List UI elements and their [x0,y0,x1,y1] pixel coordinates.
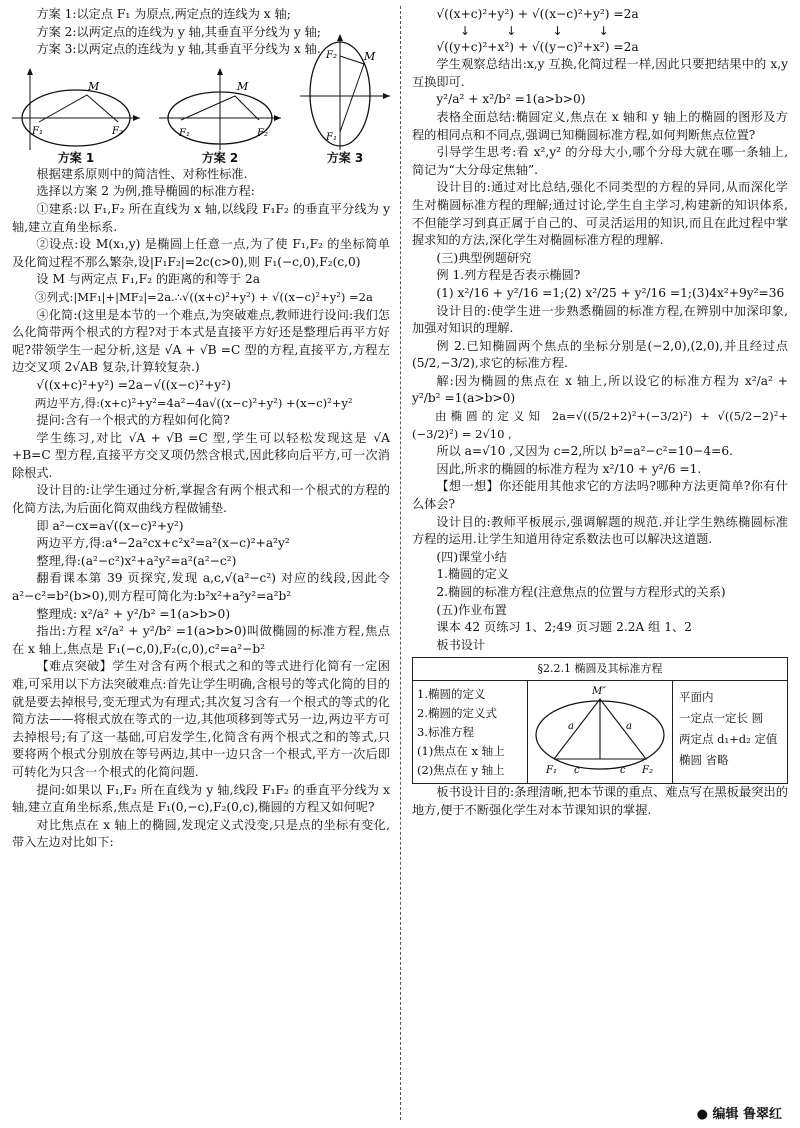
label-m: M [88,79,100,93]
summary-item: 1.椭圆的定义 [436,567,509,582]
label-m: M [237,79,249,93]
right-column [412,6,788,820]
board-design-table [412,657,788,784]
difficulty-breakthrough: 【难点突破】学生对含有两个根式之和的等式进行化简有一定困难,可采用以下方法突破难点:首先让学生明确,含根号的等式化简的目的就是要去掉根号,变无理式为有理式;其次复习含有一个根式的等式的化简方法——将根式放在等式的一边,其他项移到等式另一边,两边平方可去掉根号;有了这一基础,可启发学生,化简含有两个根式之和的等式,只要将两个根式分别放在等号两边,其中一边只含一个根式,平方一次后即可转化为只含一个根式的化简问题. [12,659,390,779]
section-heading: (四)课堂小结 [436,549,507,564]
board-ellipse-diagram [528,681,672,783]
arrow-down-icon: ↓ [506,23,517,38]
board-figure-cell [528,681,673,783]
board-item: 一定点一定长 圆 [679,711,764,726]
editor-credit: ● 编辑 鲁翠红 [696,1107,782,1123]
label-c: c [574,765,580,777]
figure-caption-1: 方案 1 [57,150,95,165]
equation: 即 a²−cx=a√((x−c)²+y²) [36,518,184,533]
label-f1: F₁ [546,765,557,777]
para: ④化简:(这里是本节的一个难点,为突破难点,教师进行设问:我们怎么化简带两个根式的方程?对于本式是直接平方好还是整理后再平方好呢?带领学生一起分析,这是 √A + √B =C 型的方程,直接平方,方程左边交叉项 2√AB 复杂,计算较复杂.) [12,307,390,375]
section-heading: (三)典型例题研究 [436,250,532,265]
figure-caption-2: 方案 2 [201,150,239,165]
label-f1: F₁ [326,131,337,143]
para: ①建系:以 F₁,F₂ 所在直线为 x 轴,以线段 F₁F₂ 的垂直平分线为 y 轴,建立直角坐标系. [12,201,390,234]
equation-bottom: √((y+c)²+x²) + √((y−c)²+x²) =2a [436,39,639,54]
board-item: 3.标准方程 [417,725,474,740]
ellipse-diagram-1 [12,62,140,150]
solution: 解:因为椭圆的焦点在 x 轴上,所以设它的标准方程为 x²/a² + y²/b² =1(a>b>0) [412,373,788,406]
scheme-1-figure [12,62,140,166]
equation: 由椭圆的定义知 2a=√((5/2+2)²+(−3/2)²) + √((5/2−2)²+(−3/2)²) = 2√10 , [412,409,788,441]
label-f2: F₂ [642,765,653,777]
label-f2: F₂ [326,49,337,61]
design-purpose: 设计目的:让学生通过分析,掌握含有两个根式和一个根式的方程的化简方法,为后面化简双曲线方程做铺垫. [12,483,390,516]
ellipse-diagram-3 [300,34,390,150]
column-divider [400,6,401,1120]
board-body [413,681,787,783]
para: 指出:方程 x²/a² + y²/b² =1(a>b>0)叫做椭圆的标准方程,焦点在 x 轴上,焦点是 F₁(−c,0),F₂(c,0),c²=a²−b² [12,624,390,656]
para: 学生练习,对比 √A + √B =C 型,学生可以轻松发现这是 √A +B=C 型方程,直接平方交叉项仍然含根式,因此移向后平方,可一次消除根式. [12,430,390,480]
equation: y²/a² + x²/b² =1(a>b>0) [436,92,586,107]
equation: 两边平方,得:a⁴−2a²cx+c²x²=a²(x−c)²+a²y² [36,536,290,551]
equation: 所以 a=√10 ,又因为 c=2,所以 b²=a²−c²=10−4=6. [436,444,733,459]
para: 翻看课本第 39 页探究,发现 a,c,√(a²−c²) 对应的线段,因此令 a²−c²=b²(b>0),则方程可简化为:b²x²+a²y²=a²b² [12,571,390,604]
board-title: §2.2.1 椭圆及其标准方程 [413,658,787,681]
equation: 整理,得:(a²−c²)x²+a²y²=a²(a²−c²) [36,553,237,568]
para: 引导学生思考:看 x²,y² 的分母大小,哪个分母大就在哪一条轴上,简记为“大分母定焦轴”. [412,145,788,177]
equation-top: √((x+c)²+y²) + √((x−c)²+y²) =2a [436,7,639,21]
think-about-it: 【想一想】你还能用其他求它的方法吗?哪种方法更简单?你有什么体会? [412,479,788,512]
design-purpose: 设计目的:通过对比总结,强化不同类型的方程的异同,从而深化学生对椭圆标准方程的理解;通过讨论,学生自主学习,构建新的知识体系,不但能学习到真正属于自己的、可灵活运用的知识,而且在此过程中掌握求知的方法,深化学生对椭圆标准方程的理解. [412,180,788,248]
board-left-cell [413,681,528,783]
para: ②设点:设 M(x₁,y) 是椭圆上任意一点,为了使 F₁,F₂ 的坐标简单及化简过程不那么繁杂,设|F₁F₂|=2c(c>0),则 F₁(−c,0),F₂(c,0) [12,237,390,269]
scheme-2: 方案 2:以两定点的连线为 y 轴,其垂直平分线为 y 轴; [36,24,321,39]
ellipse-diagram-2 [159,62,281,150]
section-heading: (五)作业布置 [436,602,507,617]
equation: √((x+c)²+y²) =2a−√((x−c)²+y²) [36,377,231,392]
figure-caption-3: 方案 3 [326,150,364,165]
para: 设 M 与两定点 F₁,F₂ 的距离的和等于 2a [36,272,261,287]
question: 提问:如果以 F₁,F₂ 所在直线为 y 轴,线段 F₁F₂ 的垂直平分线为 x 轴,建立直角坐标系,焦点是 F₁(0,−c),F₂(0,c),椭圆的方程又如何呢? [12,782,390,815]
example-1: 例 1.列方程是否表示椭圆? [436,268,581,283]
label-f1: F₁ [32,125,43,137]
equation: (1) x²/16 + y²/16 =1;(2) x²/25 + y²/16 =1;(3)4x²+9y²=36 [436,285,785,300]
board-right-cell [673,681,787,783]
label-m: M [364,49,376,63]
arrow-down-icon: ↓ [552,23,563,38]
para: 对比焦点在 x 轴上的椭圆,发现定义式没变,只是点的坐标有变化,带入左边对比如下: [12,817,390,850]
homework: 课本 42 页练习 1、2;49 页习题 2.2A 组 1、2 [436,620,692,635]
left-column [12,6,390,852]
design-purpose: 设计目的:教师平板展示,强调解题的规范.并让学生熟练椭圆标准方程的运用.让学生知道用待定系数法也可以解决这道题. [412,514,788,547]
label-f2: F₂ [257,127,268,139]
scheme-2-figure [159,62,281,166]
board-item: 两定点 d₁+d₂ 定值椭圆 省略 [679,732,778,768]
equation: 因此,所求的椭圆的标准方程为 x²/10 + y²/6 =1. [436,461,702,476]
label-f2: F₂ [112,125,123,137]
question: 提问:含有一个根式的方程如何化简? [36,413,230,428]
board-item: (1)焦点在 x 轴上 [417,744,505,759]
example-2: 例 2.已知椭圆两个焦点的坐标分别是(−2,0),(2,0),并且经过点(5/2,−3/2),求它的标准方程. [412,338,788,371]
board-item: 1.椭圆的定义 [417,687,486,702]
label-f1: F₁ [179,127,190,139]
board-design-purpose: 板书设计目的:条理清晰,把本节课的重点、难点写在黑板最突出的地方,便于不断强化学生对本节课知识的掌握. [412,785,788,817]
board-item: 平面内 [679,690,714,705]
arrow-down-icon: ↓ [460,23,471,38]
scheme-3: 方案 3:以两定点的连线为 y 轴,其垂直平分线为 x 轴. [36,42,321,57]
para: 表格全面总结:椭圆定义,焦点在 x 轴和 y 轴上的椭圆的图形及方程的相同点和不同点,强调已知椭圆标准方程,如何判断焦点位置? [412,109,788,142]
equation: 两边平方,得:(x+c)²+y²=4a²−4a√((x−c)²+y²) +(x−c)²+y² [35,395,353,410]
para: 选择以方案 2 为例,推导椭圆的标准方程: [36,184,255,199]
label-c: c [620,765,626,777]
substitution-arrows [412,24,788,39]
para: 学生观察总结出:x,y 互换,化简过程一样,因此只要把结果中的 x,y 互换即可. [412,57,788,89]
board-item: 2.椭圆的定义式 [417,706,497,721]
label-a: a [626,721,632,733]
equation: ③列式:|MF₁|+|MF₂|=2a.∴√((x+c)²+y²) + √((x−c)²+y²) =2a [35,289,373,304]
design-purpose: 设计目的:使学生进一步熟悉椭圆的标准方程,在辨别中加深印象,加强对知识的理解. [412,303,788,336]
label-m: M″ [592,686,606,698]
scheme-1: 方案 1:以定点 F₁ 为原点,两定点的连线为 x 轴; [36,7,291,21]
arrow-down-icon: ↓ [598,23,609,38]
board-item: (2)焦点在 y 轴上 [417,763,505,778]
summary-item: 2.椭圆的标准方程(注意焦点的位置与方程形式的关系) [436,585,726,599]
label-a: a [568,721,574,733]
para: 根据建系原则中的简洁性、对称性标准. [36,166,248,181]
equation: 整理成: x²/a² + y²/b² =1(a>b>0) [36,606,231,621]
scheme-3-figure [300,49,390,166]
board-design-heading: 板书设计 [436,637,486,652]
